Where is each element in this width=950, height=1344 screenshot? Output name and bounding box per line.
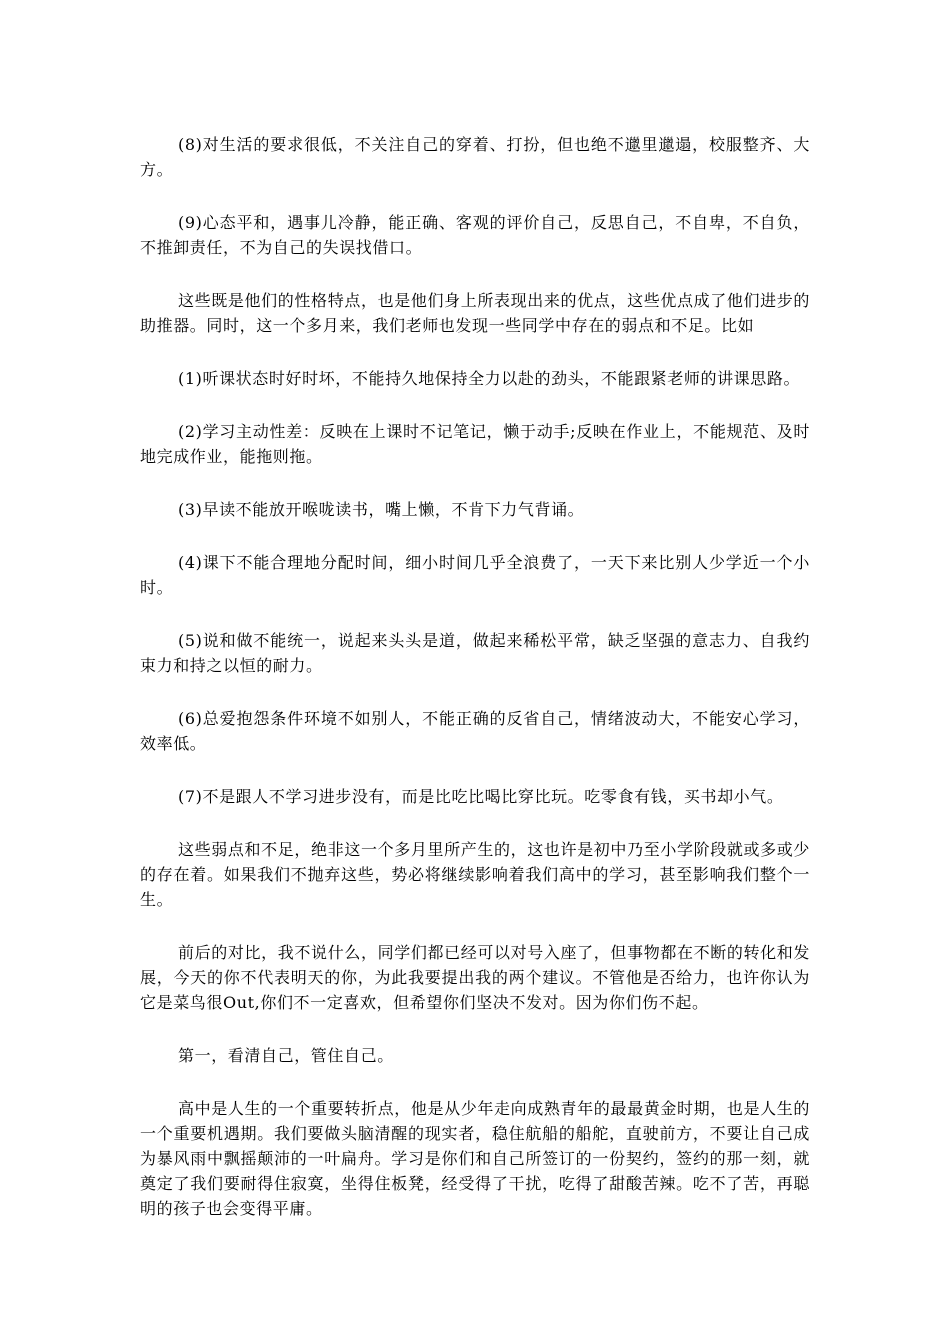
paragraph-weakness-2: (2)学习主动性差：反映在上课时不记笔记，懒于动手;反映在作业上，不能规范、及时地完成作业，能拖则拖。 (140, 422, 810, 466)
paragraph-weakness-summary: 这些弱点和不足，绝非这一个多月里所产生的，这也许是初中乃至小学阶段就或多或少的存在着。如果我们不抛弃这些，势必将继续影响着我们高中的学习，甚至影响我们整个一生。 (140, 840, 810, 909)
paragraph-weakness-5: (5)说和做不能统一，说起来头头是道，做起来稀松平常，缺乏坚强的意志力、自我约束力和持之以恒的耐力。 (140, 631, 810, 675)
paragraph-weakness-3: (3)早读不能放开喉咙读书，嘴上懒，不肯下力气背诵。 (178, 500, 585, 519)
paragraph-weakness-6: (6)总爱抱怨条件环境不如别人，不能正确的反省自己，情绪波动大，不能安心学习，效率低。 (140, 709, 810, 753)
document-page (140, 132, 810, 1249)
paragraph-item-9: (9)心态平和，遇事儿冷静，能正确、客观的评价自己，反思自己，不自卑，不自负，不推卸责任，不为自己的失误找借口。 (140, 213, 810, 257)
paragraph-suggestions-intro: 前后的对比，我不说什么，同学们都已经可以对号入座了，但事物都在不断的转化和发展，今天的你不代表明天的你，为此我要提出我的两个建议。不管他是否给力，也许你认为它是菜鸟很Out,你们不一定喜欢，但希望你们坚决不发对。因为你们伤不起。 (140, 943, 810, 1012)
paragraph-suggestion-1-heading: 第一，看清自己，管住自己。 (178, 1046, 394, 1065)
paragraph-strengths-summary: 这些既是他们的性格特点，也是他们身上所表现出来的优点，这些优点成了他们进步的助推器。同时，这一个多月来，我们老师也发现一些同学中存在的弱点和不足。比如 (140, 291, 810, 335)
paragraph-suggestion-1-body: 高中是人生的一个重要转折点，他是从少年走向成熟青年的最最黄金时期，也是人生的一个重要机遇期。我们要做头脑清醒的现实者，稳住航船的船舵，直驶前方，不要让自己成为暴风雨中飘摇颠沛的一叶扁舟。学习是你们和自己所签订的一份契约，签约的那一刻，就奠定了我们要耐得住寂寞，坐得住板凳，经受得了干扰，吃得了甜酸苦辣。吃不了苦，再聪明的孩子也会变得平庸。 (140, 1099, 810, 1218)
paragraph-weakness-4: (4)课下不能合理地分配时间，细小时间几乎全浪费了，一天下来比别人少学近一个小时。 (140, 553, 810, 597)
paragraph-weakness-1: (1)听课状态时好时坏，不能持久地保持全力以赴的劲头，不能跟紧老师的讲课思路。 (178, 369, 801, 388)
paragraph-weakness-7: (7)不是跟人不学习进步没有，而是比吃比喝比穿比玩。吃零食有钱，买书却小气。 (178, 787, 784, 806)
paragraph-item-8: (8)对生活的要求很低，不关注自己的穿着、打扮，但也绝不邋里邋遢，校服整齐、大方。 (140, 135, 810, 179)
